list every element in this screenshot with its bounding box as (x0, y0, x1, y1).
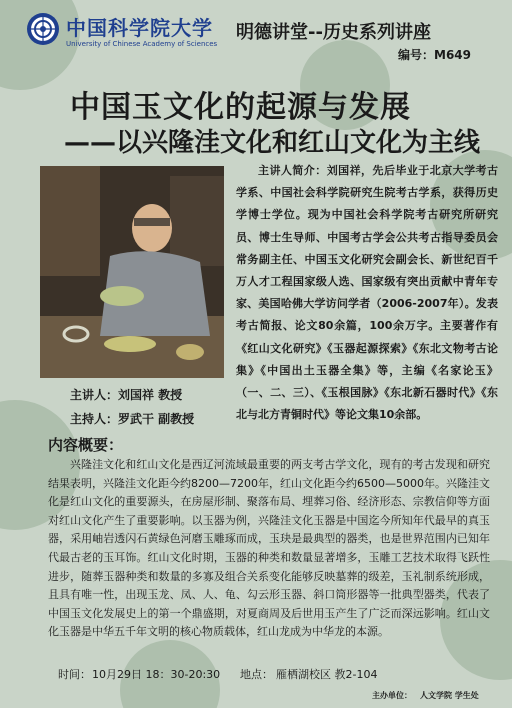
speaker-photo-image (40, 166, 224, 378)
speaker-name: 刘国祥 教授 (118, 388, 183, 402)
organizer-value: 人文学院 学生处 (420, 691, 479, 700)
lecture-code-label: 编号： (398, 48, 435, 62)
lecture-series-title: 明德讲堂--历史系列讲座 (236, 22, 431, 43)
lecture-code (398, 46, 471, 63)
speaker-photo (40, 166, 224, 378)
organizer-label: 主办单位： (372, 691, 412, 700)
lecture-title: 中国玉文化的起源与发展 (70, 90, 411, 125)
host-name: 罗武干 副教授 (118, 412, 195, 426)
lecture-code-value: M649 (434, 48, 472, 62)
university-name: 中国科学院大学 (66, 16, 213, 40)
lecture-subtitle: ——以兴隆洼文化和红山文化为主线 (64, 128, 481, 158)
place-label: 地点： (240, 668, 273, 681)
place-value: 雁栖湖校区 教2-104 (276, 668, 378, 681)
university-name-en: University of Chinese Academy of Sciences (66, 40, 218, 48)
host-label: 主持人： (70, 412, 119, 426)
university-emblem-icon (26, 12, 60, 46)
content-heading: 内容概要： (48, 436, 124, 454)
speaker-label: 主讲人： (70, 388, 119, 402)
time-value: 10月29日 18：30-20:30 (92, 668, 221, 681)
time-label: 时间： (58, 668, 91, 681)
speaker-introduction: 主讲人简介：刘国祥，先后毕业于北京大学考古学系、中国社会科学院研究生院考古学系，获得历史学博士学位。现为中国社会科学院考古研究所研究员、博士生导师、中国考古学会公共考古指导委员会常务副主任、中国玉文化研究会副会长、新世纪百千万人才工程国家级人选、国家级有突出贡献中青年专家、美国哈佛大学访问学者（2006-2007年）。发表考古简报、论文80余篇，100余万字。主要著作有《红山文化研究》《玉器起源探索》《东北文物考古论集》《中国出土玉器全集》等，主编《名家论玉》（一、二、三）、《玉根国脉》《东北新石器时代》《东北与北方青铜时代》等论文集10余部。 (236, 164, 498, 422)
content-body: 兴隆洼文化和红山文化是西辽河流域最重要的两支考古学文化，现有的考古发现和研究结果表明，兴隆洼文化距今约8200—7200年，红山文化距今约6500—5000年。兴隆洼文化是红山文化的重要源头，在房屋形制、聚落布局、埋葬习俗、经济形态、宗教信仰等方面对红山文化产生了重要影响。以玉器为例，兴隆洼文化玉器是中国迄今所知年代最早的真玉器，采用岫岩透闪石黄绿色河磨玉雕琢而成，玉玦是最典型的器类，也是世界范围内已知年代最古老的玉耳饰。红山文化时期，玉器的种类和数量显著增多，玉雕工艺技术取得飞跃性进步，随葬玉器种类和数量的多寡及组合关系变化能够反映墓葬的级差，玉礼制系统形成，且具有唯一性，出现玉龙、凤、人、龟、勾云形玉器、斜口筒形器等一批典型器类，代表了中国玉文化发展史上的第一个鼎盛期，对夏商周及后世用玉产生了广泛而深远影响。红山文化玉器是中华五千年文明的核心物质载体，红山龙成为中华龙的本源。 (48, 458, 490, 639)
